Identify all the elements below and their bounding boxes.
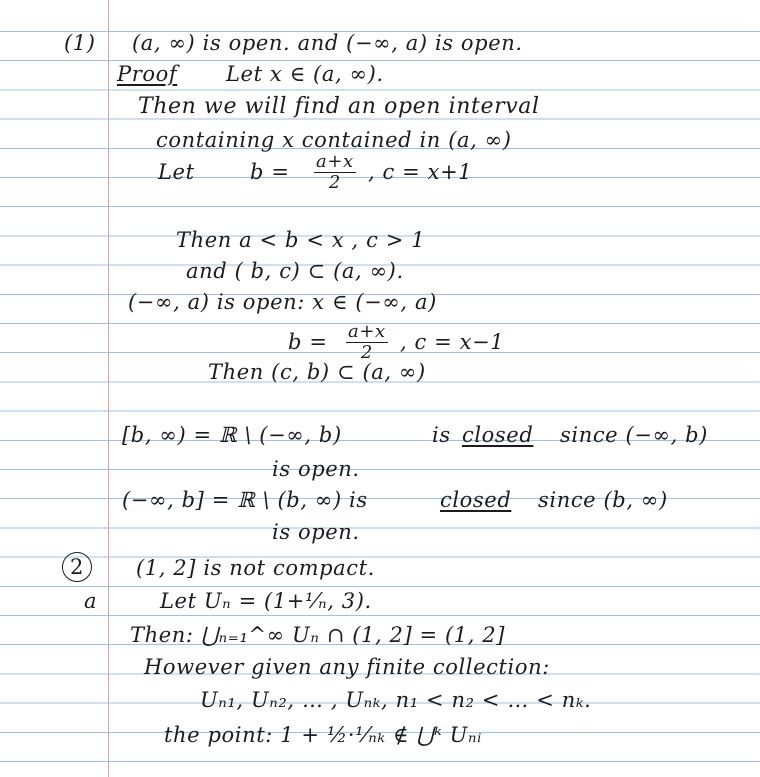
line-15-text: (1, 2] is not compact. xyxy=(136,556,375,580)
fraction-numerator: a+x xyxy=(316,151,354,172)
problem-number-circle: 2 xyxy=(62,552,92,582)
line-17-text: Then: ⋃ₙ₌₁^∞ Uₙ ∩ (1, 2] = (1, 2] xyxy=(130,623,506,647)
line-11-since: since (−∞, b) xyxy=(560,423,708,447)
line-11-is: is xyxy=(432,423,451,447)
line-5-fraction xyxy=(314,152,356,193)
fraction-denominator: 2 xyxy=(328,172,341,193)
line-8-text: (−∞, a) is open: x ∈ (−∞, a) xyxy=(128,290,437,314)
line-20-text: the point: 1 + ½·¹⁄ₙₖ ∉ ⋃ᵏ Uₙᵢ xyxy=(164,723,482,747)
line-4-text: containing x contained in (a, ∞) xyxy=(156,128,512,152)
line-16-text: Let Uₙ = (1+¹⁄ₙ, 3). xyxy=(160,589,372,613)
line-2-text: Let x ∈ (a, ∞). xyxy=(226,62,384,86)
line-5-c: , c = x+1 xyxy=(368,160,473,184)
line-12-text: is open. xyxy=(272,457,360,481)
margin-line xyxy=(108,0,109,777)
line-1-statement: (a, ∞) is open. and (−∞, a) is open. xyxy=(132,31,523,55)
line-6-text: Then a < b < x , c > 1 xyxy=(176,228,426,252)
line-3-text: Then we will find an open interval xyxy=(138,94,540,119)
part-a-label: a xyxy=(84,589,98,613)
line-5-let: Let xyxy=(158,160,195,184)
line-9-b: b = xyxy=(288,330,328,354)
line-13-closed: closed xyxy=(440,488,512,512)
line-13-set: (−∞, b] = ℝ \ (b, ∞) is xyxy=(122,488,368,512)
line-14-text: is open. xyxy=(272,520,360,544)
line-18-text: However given any finite collection: xyxy=(144,655,550,679)
line-9-c: , c = x−1 xyxy=(400,330,505,354)
problem-number-2 xyxy=(62,552,92,582)
line-7-text: and ( b, c) ⊂ (a, ∞). xyxy=(186,259,404,283)
line-11-set: [b, ∞) = ℝ \ (−∞, b) xyxy=(122,423,342,447)
fraction-denominator: 2 xyxy=(360,342,373,363)
line-11-closed: closed xyxy=(462,423,534,447)
line-9-fraction xyxy=(346,322,388,363)
line-10-text: Then (c, b) ⊂ (a, ∞) xyxy=(208,360,426,384)
line-13-since: since (b, ∞) xyxy=(538,488,668,512)
line-19-text: Uₙ₁, Uₙ₂, … , Uₙₖ, n₁ < n₂ < … < nₖ. xyxy=(200,688,592,712)
proof-label: Proof xyxy=(117,62,178,86)
line-5-b: b = xyxy=(250,160,290,184)
problem-number-1: (1) xyxy=(64,31,96,55)
fraction-numerator: a+x xyxy=(348,321,386,342)
